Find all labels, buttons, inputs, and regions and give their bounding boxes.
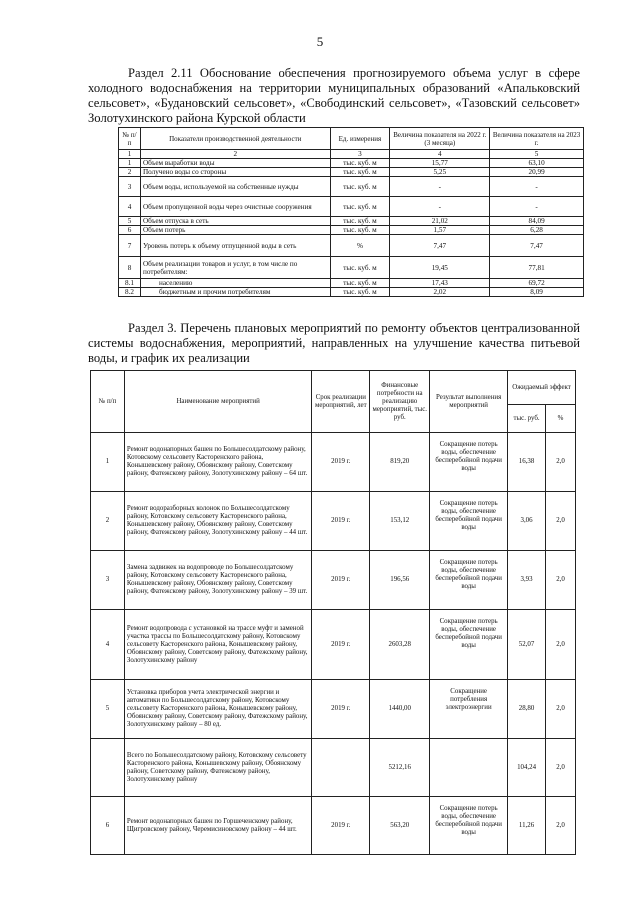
finance: 5212,16	[370, 739, 430, 797]
term: 2019 г.	[312, 610, 370, 680]
measure-name: Установка приборов учета электрической энергии и автоматики по Большесолдатскому району, Котовскому сельсовету Касторенского района, Конышевскому району, Обоянскому району, Советскому району, Фатежскому району, Золотухинскому району – 80 ед.	[124, 680, 311, 739]
unit: тыс. куб. м	[330, 168, 390, 177]
table-row	[119, 226, 584, 235]
finance: 196,56	[370, 551, 430, 610]
term: 2019 г.	[312, 492, 370, 551]
column-number-row	[119, 150, 584, 159]
measure-name: Всего по Большесолдатскому району, Котовскому сельсовету Касторенского района, Конышевскому району, Обоянскому району, Советскому району, Фатежскому району, Золотухинскому району	[124, 739, 311, 797]
row-number: 3	[119, 177, 141, 197]
unit: %	[330, 235, 390, 257]
row-number: 2	[119, 168, 141, 177]
table-row	[119, 177, 584, 197]
row-number: 2	[91, 492, 125, 551]
column-header: Величина показателя на 2022 г. (3 месяца)	[390, 128, 490, 150]
column-number: 1	[119, 150, 141, 159]
result: Сокращение потерь воды, обеспечение бесперебойной подачи воды	[430, 610, 508, 680]
column-header: Ед. измерения	[330, 128, 390, 150]
row-number: 8.1	[119, 279, 141, 288]
value-2023: 69,72	[490, 279, 584, 288]
column-header: № п/п	[91, 371, 125, 433]
value-2023: 20,99	[490, 168, 584, 177]
table-row	[91, 433, 576, 492]
table-row	[91, 492, 576, 551]
table-row	[119, 288, 584, 297]
value-2023: 77,81	[490, 257, 584, 279]
effect-pct: 2,0	[546, 739, 576, 797]
effect-rub: 16,38	[508, 433, 546, 492]
value-2023: -	[490, 177, 584, 197]
term: 2019 г.	[312, 680, 370, 739]
section-heading-3: Раздел 3. Перечень плановых мероприятий по ремонту объектов централизованной системы водоснабжения, мероприятий, направленных на улучшение качества питьевой воды, и график их реализации	[88, 321, 580, 365]
measure-name: Ремонт водонапорных башен по Горшеченскому району, Щигровскому району, Черемисиновскому району – 44 шт.	[124, 797, 311, 855]
column-header: Показатели производственной деятельности	[140, 128, 330, 150]
measures-table	[90, 370, 576, 855]
indicator-name: Объем реализации товаров и услуг, в том числе по потребителям:	[140, 257, 330, 279]
column-header: тыс. руб.	[508, 405, 546, 433]
measure-name: Ремонт водонапорных башен по Большесолдатскому району, Котовскому сельсовету Касторенского района, Конышевскому району, Обоянскому району, Советскому району, Фатежскому району, Золотухинскому району – 64 шт.	[124, 433, 311, 492]
unit: тыс. куб. м	[330, 197, 390, 217]
effect-rub: 28,80	[508, 680, 546, 739]
value-2022: 19,45	[390, 257, 490, 279]
result: Сокращение потерь воды, обеспечение бесперебойной подачи воды	[430, 551, 508, 610]
term: 2019 г.	[312, 433, 370, 492]
column-header: Величина показателя на 2023 г.	[490, 128, 584, 150]
effect-rub: 11,26	[508, 797, 546, 855]
indicator-name: Уровень потерь к объему отпущенной воды в сеть	[140, 235, 330, 257]
row-number: 3	[91, 551, 125, 610]
column-header: Финансовые потребности на реализацию мероприятий, тыс. руб.	[370, 371, 430, 433]
value-2022: 5,25	[390, 168, 490, 177]
effect-rub: 52,07	[508, 610, 546, 680]
finance: 2603,28	[370, 610, 430, 680]
table-header-row	[119, 128, 584, 150]
row-number	[91, 739, 125, 797]
column-header: № п/п	[119, 128, 141, 150]
value-2022: 15,77	[390, 159, 490, 168]
section-heading-2-11: Раздел 2.11 Обоснование обеспечения прогнозируемого объема услуг в сфере холодного водоснабжения на территории муниципальных образований «Апальковский сельсовет», «Будановский сельсовет», «Свободинский сельсовет», «Тазовский сельсовет» Золотухинского района Курской области	[88, 66, 580, 125]
unit: тыс. куб. м	[330, 226, 390, 235]
effect-pct: 2,0	[546, 433, 576, 492]
effect-pct: 2,0	[546, 797, 576, 855]
indicator-name: Объем воды, используемой на собственные нужды	[140, 177, 330, 197]
row-number: 5	[119, 217, 141, 226]
table-row	[119, 159, 584, 168]
column-header: Результат выполнения мероприятий	[430, 371, 508, 433]
row-number: 4	[119, 197, 141, 217]
table-row	[119, 168, 584, 177]
unit: тыс. куб. м	[330, 279, 390, 288]
finance: 563,20	[370, 797, 430, 855]
column-header: Наименование мероприятий	[124, 371, 311, 433]
page-number: 5	[316, 34, 324, 49]
value-2023: 8,09	[490, 288, 584, 297]
finance: 153,12	[370, 492, 430, 551]
value-2023: -	[490, 197, 584, 217]
effect-rub: 104,24	[508, 739, 546, 797]
unit: тыс. куб. м	[330, 159, 390, 168]
value-2022: 7,47	[390, 235, 490, 257]
value-2022: 2,02	[390, 288, 490, 297]
result: Сокращение потребления электроэнергии	[430, 680, 508, 739]
table-row	[91, 610, 576, 680]
effect-rub: 3,06	[508, 492, 546, 551]
column-header: Ожидаемый эффект	[508, 371, 576, 405]
row-number: 4	[91, 610, 125, 680]
column-number: 4	[390, 150, 490, 159]
result: Сокращение потерь воды, обеспечение бесперебойной подачи воды	[430, 433, 508, 492]
measure-name: Ремонт водопровода с установкой на трассе муфт и заменой участка трассы по Большесолдатскому району, Котовскому сельсовету Касторенского района, Конышевскому району, Обоянскому району, Советскому району, Фатежскому району, Золотухинскому району	[124, 610, 311, 680]
row-number: 6	[119, 226, 141, 235]
result: Сокращение потерь воды, обеспечение бесперебойной подачи воды	[430, 797, 508, 855]
indicator-name: Объем выработки воды	[140, 159, 330, 168]
indicator-name: Объем пропущенной воды через очистные сооружения	[140, 197, 330, 217]
table-row	[91, 551, 576, 610]
measure-name: Замена задвижек на водопроводе по Большесолдатскому району, Котовскому сельсовету Касторенского района, Конышевскому району, Обоянскому району, Советскому району, Фатежскому району, Золотухинскому району – 39 шт.	[124, 551, 311, 610]
indicator-name: Объем отпуска в сеть	[140, 217, 330, 226]
column-header: Срок реализации мероприятий, лет	[312, 371, 370, 433]
row-number: 1	[119, 159, 141, 168]
effect-pct: 2,0	[546, 610, 576, 680]
row-number: 5	[91, 680, 125, 739]
table-row	[119, 235, 584, 257]
table-row	[91, 680, 576, 739]
term	[312, 739, 370, 797]
row-number: 8	[119, 257, 141, 279]
indicator-name: Получено воды со стороны	[140, 168, 330, 177]
result	[430, 739, 508, 797]
table-row	[119, 257, 584, 279]
supply-indicators-table	[118, 127, 584, 297]
term: 2019 г.	[312, 551, 370, 610]
row-number: 6	[91, 797, 125, 855]
effect-pct: 2,0	[546, 492, 576, 551]
column-header: %	[546, 405, 576, 433]
table-row	[119, 197, 584, 217]
column-number: 3	[330, 150, 390, 159]
value-2022: -	[390, 177, 490, 197]
effect-pct: 2,0	[546, 680, 576, 739]
value-2022: -	[390, 197, 490, 217]
indicator-name: бюджетным и прочим потребителям	[140, 288, 330, 297]
column-number: 2	[140, 150, 330, 159]
value-2022: 1,57	[390, 226, 490, 235]
unit: тыс. куб. м	[330, 257, 390, 279]
unit: тыс. куб. м	[330, 288, 390, 297]
unit: тыс. куб. м	[330, 217, 390, 226]
value-2023: 84,09	[490, 217, 584, 226]
row-number: 7	[119, 235, 141, 257]
row-number: 1	[91, 433, 125, 492]
value-2023: 63,10	[490, 159, 584, 168]
table-row	[119, 217, 584, 226]
table-row	[91, 797, 576, 855]
value-2023: 7,47	[490, 235, 584, 257]
value-2022: 17,43	[390, 279, 490, 288]
effect-pct: 2,0	[546, 551, 576, 610]
row-number: 8.2	[119, 288, 141, 297]
table-row-total	[91, 739, 576, 797]
table-header-row	[91, 371, 576, 405]
value-2023: 6,28	[490, 226, 584, 235]
finance: 1440,00	[370, 680, 430, 739]
result: Сокращение потерь воды, обеспечение бесперебойной подачи воды	[430, 492, 508, 551]
term: 2019 г.	[312, 797, 370, 855]
effect-rub: 3,93	[508, 551, 546, 610]
indicator-name: населению	[140, 279, 330, 288]
value-2022: 21,02	[390, 217, 490, 226]
unit: тыс. куб. м	[330, 177, 390, 197]
finance: 819,20	[370, 433, 430, 492]
table-row	[119, 279, 584, 288]
column-number: 5	[490, 150, 584, 159]
measure-name: Ремонт водоразборных колонок по Большесолдатскому району, Котовскому сельсовету Касторенского района, Конышевскому району, Обоянскому району, Советскому району, Фатежскому району, Золотухинскому району – 44 шт.	[124, 492, 311, 551]
indicator-name: Объем потерь	[140, 226, 330, 235]
